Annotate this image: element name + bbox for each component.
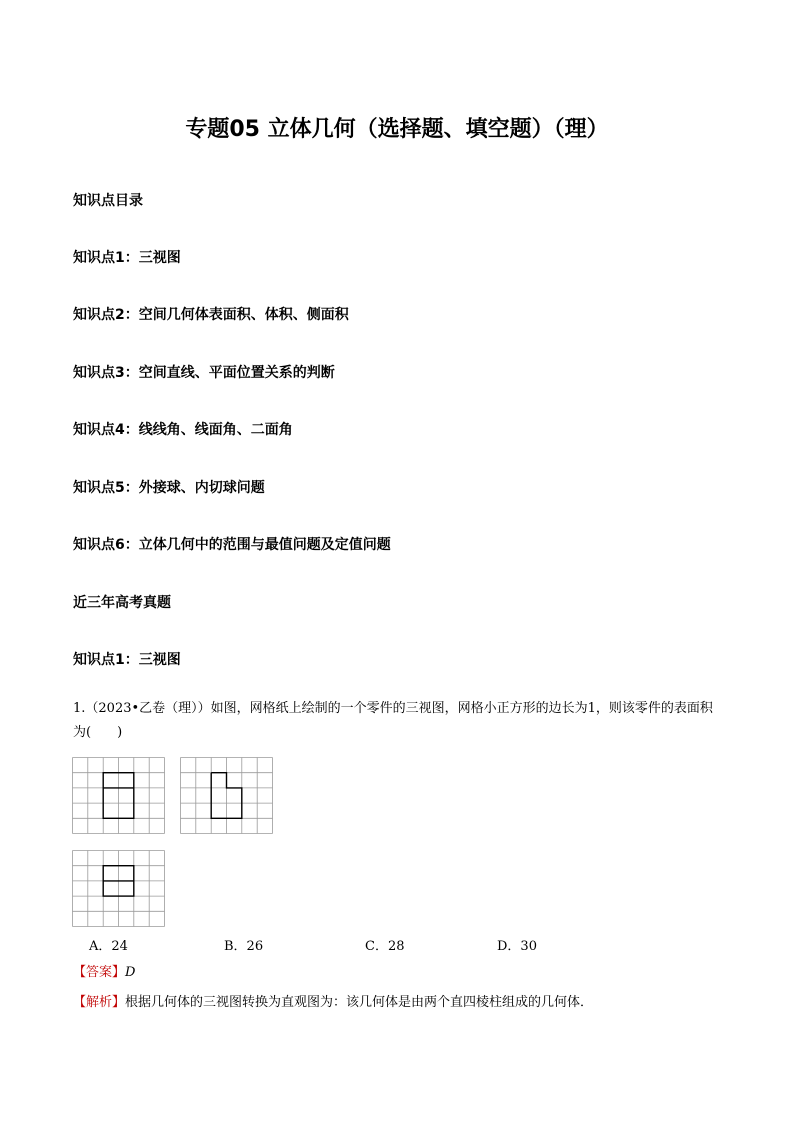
analysis-text: 根据几何体的三视图转换为直观图为：该几何体是由两个直四棱柱组成的几何体． (125, 995, 594, 1010)
grid-lines (73, 758, 165, 834)
answer-value: D (125, 965, 136, 980)
option-a[interactable]: A．24 (89, 939, 128, 954)
problem-text: 1.（2023•乙卷（理））如图，网格纸上绘制的一个零件的三视图，网格小正方形的边长为1，则该零件的表面积为( ) (73, 701, 713, 740)
three-view-side-grid (180, 757, 274, 835)
answer-label: 【答案】 (73, 965, 126, 980)
analysis-label: 【解析】 (73, 995, 126, 1010)
toc-item-5: 知识点5：外接球、内切球问题 (73, 480, 265, 496)
section-heading-exams: 近三年高考真题 (73, 595, 171, 611)
toc-item-2: 知识点2：空间几何体表面积、体积、侧面积 (73, 307, 349, 323)
option-d[interactable]: D．30 (497, 939, 537, 954)
three-view-front-grid (72, 757, 166, 835)
page-title: 专题05 立体几何（选择题、填空题）（理） (185, 117, 609, 142)
toc-item-4: 知识点4：线线角、线面角、二面角 (73, 422, 293, 438)
toc-item-6: 知识点6：立体几何中的范围与最值问题及定值问题 (73, 537, 391, 553)
analysis-line (73, 994, 593, 1012)
section-heading-topic-1: 知识点1：三视图 (73, 652, 181, 668)
answer-line (73, 964, 135, 982)
toc-item-1: 知识点1：三视图 (73, 250, 181, 266)
option-c[interactable]: C．28 (365, 939, 405, 954)
grid-lines (181, 758, 273, 834)
grid-lines (73, 851, 165, 927)
three-view-top-grid (72, 850, 166, 928)
option-b[interactable]: B．26 (224, 939, 264, 954)
toc-heading: 知识点目录 (73, 193, 143, 209)
toc-item-3: 知识点3：空间直线、平面位置关系的判断 (73, 365, 335, 381)
